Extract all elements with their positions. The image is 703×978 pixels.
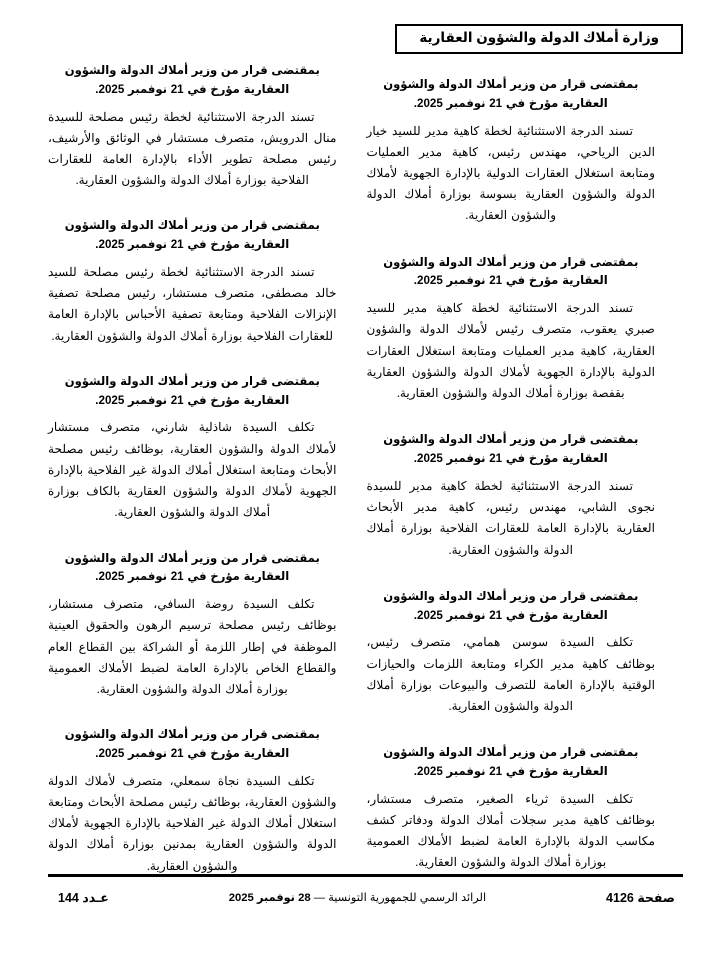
decree-entry (367, 431, 656, 560)
footer-divider (48, 874, 683, 877)
decree-entry (367, 76, 656, 227)
footer-journal-date: 28 نوفمبر 2025 (228, 891, 311, 904)
decree-entry (367, 744, 656, 873)
decree-title: بمقتضى قرار من وزير أملاك الدولة والشؤون العقارية مؤرخ في 21 نوفمبر 2025. (64, 728, 320, 760)
decree-title: بمقتضى قرار من وزير أملاك الدولة والشؤون العقارية مؤرخ في 21 نوفمبر 2025. (383, 589, 639, 622)
footer-page-number: صفحة 4126 (606, 890, 675, 905)
decree-entry (367, 254, 656, 405)
decree-body: تكلف السيدة سوسن همامي، متصرف رئيس، بوظائف كاهية مدير الكراء ومتابعة اللزمات والحيازات الوقتية بالإدارة العامة للتصرف والبيوعات بوزارة أملاك الدولة والشؤون العقارية. (366, 635, 655, 713)
right-column (366, 62, 656, 870)
decree-entry (367, 588, 656, 717)
decree-title: بمقتضى قرار من وزير أملاك الدولة والشؤون العقارية مؤرخ في 21 نوفمبر 2025. (383, 255, 639, 288)
two-column-body (48, 62, 655, 873)
ministry-title-box: وزارة أملاك الدولة والشؤون العقارية (395, 24, 683, 54)
decree-body: تسند الدرجة الاستثنائية لخطة رئيس مصلحة للسيدة منال الدرويش، متصرف مستشار في الوثائق والأرشيف، رئيس مصلحة تطوير الأداء بالإدارة العامة للعقارات الفلاحية بوزارة أملاك الدولة والشؤون العقارية. (48, 109, 337, 188)
decree-entry (48, 550, 337, 701)
decree-body: تسند الدرجة الاستثنائية لخطة رئيس مصلحة للسيد خالد مصطفى، متصرف مستشار، رئيس مصلحة تصفية الإنزالات الفلاحية ومتابعة تصفية الأحباس بالإدارة العامة للعقارات الفلاحية بوزارة أملاك الدولة والشؤون العقارية. (48, 265, 337, 343)
footer-issue-number: عـدد 144 (58, 890, 109, 905)
decree-body: تسند الدرجة الاستثنائية لخطة كاهية مدير للسيد خيار الدين الرياحي، مهندس رئيس، كاهية مدير العمليات ومتابعة استغلال العقارات الدولية بالإدارة الجهوية لأملاك الدولة والشؤون العقارية بسوسة بوزارة أملاك الدولة والشؤون العقارية. (366, 123, 655, 223)
decree-title: بمقتضى قرار من وزير أملاك الدولة والشؤون العقارية مؤرخ في 21 نوفمبر 2025. (64, 64, 320, 96)
decree-body: تسند الدرجة الاستثنائية لخطة كاهية مدير للسيد صبري يعقوب، متصرف رئيس لأملاك الدولة والشؤون العقارية، كاهية مدير العمليات ومتابعة استغلال العقارات الدولية بالإدارة الجهوية لأملاك الدولة والشؤون العقارية بقفصة بوزارة أملاك الدولة والشؤون العقارية. (366, 301, 655, 401)
left-column (48, 62, 337, 873)
decree-body: تكلف السيدة نجاة سمعلي، متصرف لأملاك الدولة والشؤون العقارية، بوظائف رئيس مصلحة الأبحاث ومتابعة استغلال أملاك الدولة غير الفلاحية بالإدارة الجهوية لأملاك الدولة والشؤون العقارية بمدنين بوزارة أملاك الدولة والشؤون العقارية. (48, 773, 337, 873)
page-footer (20, 884, 683, 910)
decree-entry (48, 62, 337, 191)
decree-title: بمقتضى قرار من وزير أملاك الدولة والشؤون العقارية مؤرخ في 21 نوفمبر 2025. (383, 746, 639, 778)
decree-body: تكلف السيدة ثرياء الصغير، متصرف مستشار، بوظائف كاهية مدير سجلات أملاك الدولة ودفاتر كشف مكاسب الدولة بالإدارة العامة لضبط الأملاك العمومية بوزارة أملاك الدولة والشؤون العقارية. (366, 791, 655, 870)
footer-journal-name: الرائد الرسمي للجمهورية التونسية — (310, 891, 487, 904)
decree-body: تكلف السيدة روضة السافي، متصرف مستشار، بوظائف رئيس مصلحة ترسيم الرهون والحقوق العينية الموظفة في إطار اللزمة أو الشراكة بين القطاع العام والقطاع الخاص بالإدارة العامة لضبط الأملاك العمومية بوزارة أملاك الدولة والشؤون العقارية. (48, 597, 337, 696)
decree-entry (48, 726, 337, 877)
decree-body: تسند الدرجة الاستثنائية لخطة كاهية مدير للسيدة نجوى الشابي، مهندس رئيس، كاهية مدير الأبحاث العقارية بالإدارة العامة للعقارات الفلاحية بوزارة أملاك الدولة والشؤون العقارية. (366, 478, 655, 557)
decree-title: بمقتضى قرار من وزير أملاك الدولة والشؤون العقارية مؤرخ في 21 نوفمبر 2025. (64, 219, 320, 252)
ministry-header-container (20, 24, 683, 54)
decree-title: بمقتضى قرار من وزير أملاك الدولة والشؤون العقارية مؤرخ في 21 نوفمبر 2025. (64, 374, 320, 407)
decree-entry (48, 217, 337, 346)
decree-title: بمقتضى قرار من وزير أملاك الدولة والشؤون العقارية مؤرخ في 21 نوفمبر 2025. (383, 78, 639, 110)
footer-journal-line (109, 891, 606, 904)
decree-body: تكلف السيدة شاذلية شارني، متصرف مستشار لأملاك الدولة والشؤون العقارية، بوظائف رئيس مصلحة الأبحاث ومتابعة استغلال أملاك الدولة غير الفلاحية بالإدارة الجهوية لأملاك الدولة والشؤون العقارية بالكاف بوزارة أملاك الدولة والشؤون العقارية. (48, 420, 337, 520)
decree-title: بمقتضى قرار من وزير أملاك الدولة والشؤون العقارية مؤرخ في 21 نوفمبر 2025. (64, 551, 320, 584)
decree-title: بمقتضى قرار من وزير أملاك الدولة والشؤون العقارية مؤرخ في 21 نوفمبر 2025. (383, 433, 639, 466)
decree-entry (48, 373, 337, 524)
